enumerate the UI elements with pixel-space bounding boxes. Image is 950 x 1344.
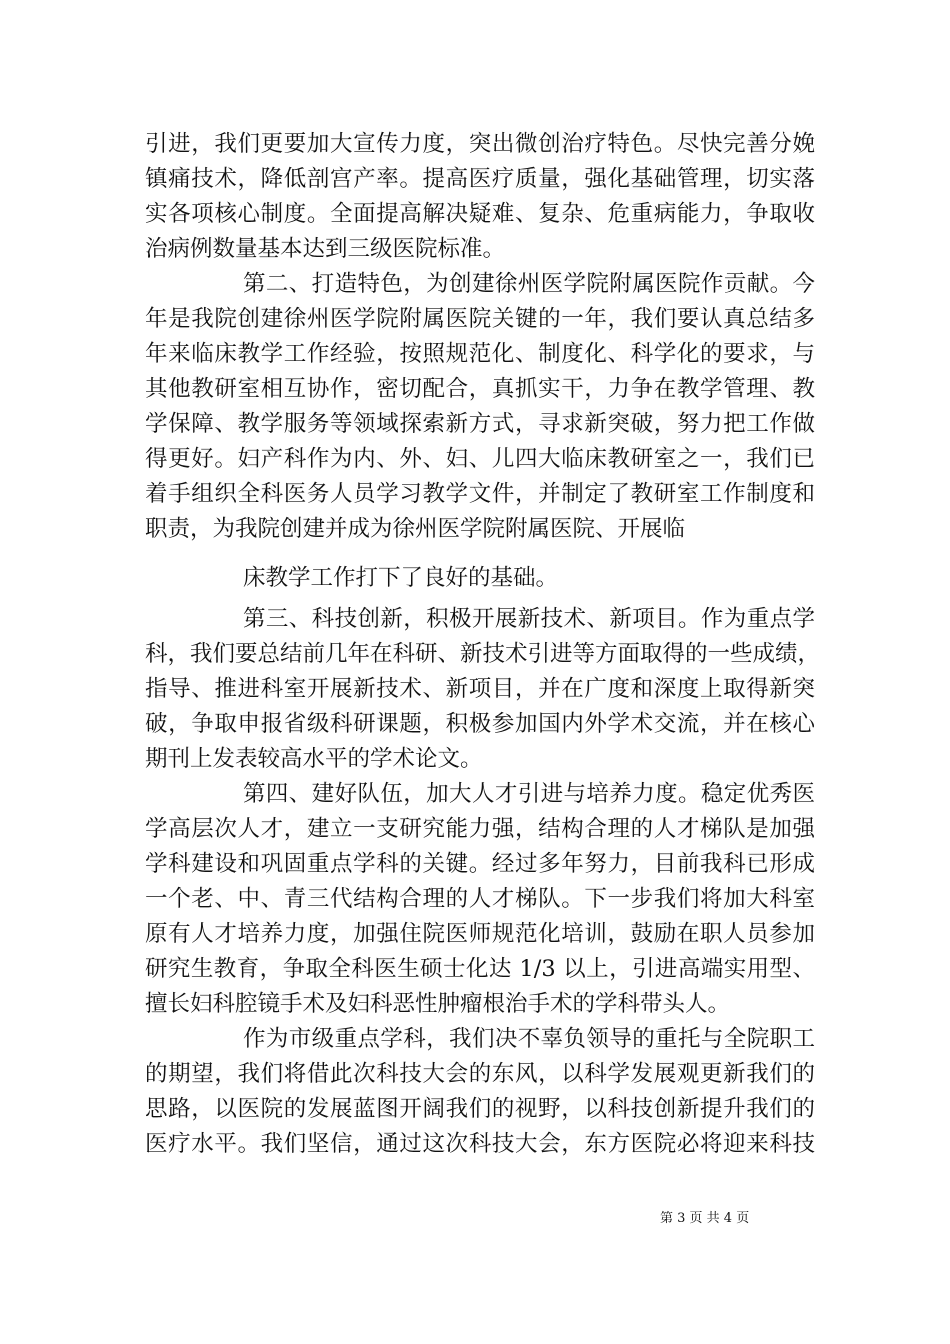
text-line-15: 科，我们要总结前几年在科研、新技术引进等方面取得的一些成绩， — [145, 641, 821, 667]
text-line-28: 思路，以医院的发展蓝图开阔我们的视野，以科技创新提升我们的 — [145, 1096, 815, 1122]
text-line-6: 年是我院创建徐州医学院附属医院关键的一年，我们要认真总结多 — [145, 306, 815, 332]
page-number-footer: 第 3 页 共 4 页 — [660, 1211, 750, 1226]
text-line-23: 原有人才培养力度，加强住院医师规范化培训，鼓励在职人员参加 — [145, 921, 815, 947]
text-line-1: 引进，我们更要加大宣传力度，突出微创治疗特色。尽快完善分娩 — [145, 131, 815, 157]
text-line-4: 治病例数量基本达到三级医院标准。 — [145, 236, 506, 262]
text-line-24: 研究生教育，争取全科医生硕士化达 1/3 以上，引进高端实用型、 — [145, 956, 815, 982]
text-line-21: 学科建设和巩固重点学科的关键。经过多年努力，目前我科已形成 — [145, 851, 815, 877]
paragraph-four-start: 第四、建好队伍，加大人才引进与培养力度。稳定优秀医 — [243, 781, 815, 807]
paragraph-two-start: 第二、打造特色，为创建徐州医学院附属医院作贡献。今 — [243, 271, 815, 297]
text-line-16: 指导、推进科室开展新技术、新项目，并在广度和深度上取得新突 — [145, 676, 815, 702]
text-line-7: 年来临床教学工作经验，按照规范化、制度化、科学化的要求，与 — [145, 341, 815, 367]
text-line-3: 实各项核心制度。全面提高解决疑难、复杂、危重病能力，争取收 — [145, 201, 815, 227]
text-line-13: 床教学工作打下了良好的基础。 — [243, 565, 559, 591]
text-line-9: 学保障、教学服务等领域探索新方式，寻求新突破，努力把工作做 — [145, 411, 815, 437]
text-line-10: 得更好。妇产科作为内、外、妇、儿四大临床教研室之一，我们已 — [145, 446, 815, 472]
text-line-20: 学高层次人才，建立一支研究能力强，结构合理的人才梯队是加强 — [145, 816, 815, 842]
text-line-29: 医疗水平。我们坚信，通过这次科技大会，东方医院必将迎来科技 — [145, 1131, 815, 1157]
text-line-8: 其他教研室相互协作，密切配合，真抓实干，力争在教学管理、教 — [145, 376, 815, 402]
paragraph-five-start: 作为市级重点学科，我们决不辜负领导的重托与全院职工 — [243, 1026, 815, 1052]
text-line-22: 一个老、中、青三代结构合理的人才梯队。下一步我们将加大科室 — [145, 886, 815, 912]
text-line-18: 期刊上发表较高水平的学术论文。 — [145, 746, 483, 772]
text-line-25: 擅长妇科腔镜手术及妇科恶性肿瘤根治手术的学科带头人。 — [145, 991, 731, 1017]
text-line-11: 着手组织全科医务人员学习教学文件，并制定了教研室工作制度和 — [145, 481, 815, 507]
text-line-27: 的期望，我们将借此次科技大会的东风，以科学发展观更新我们的 — [145, 1061, 815, 1087]
text-line-2: 镇痛技术，降低剖宫产率。提高医疗质量，强化基础管理，切实落 — [145, 166, 815, 192]
text-line-12: 职责，为我院创建并成为徐州医学院附属医院、开展临 — [145, 516, 686, 542]
text-line-17: 破，争取申报省级科研课题，积极参加国内外学术交流，并在核心 — [145, 711, 815, 737]
paragraph-three-start: 第三、科技创新，积极开展新技术、新项目。作为重点学 — [243, 606, 815, 632]
